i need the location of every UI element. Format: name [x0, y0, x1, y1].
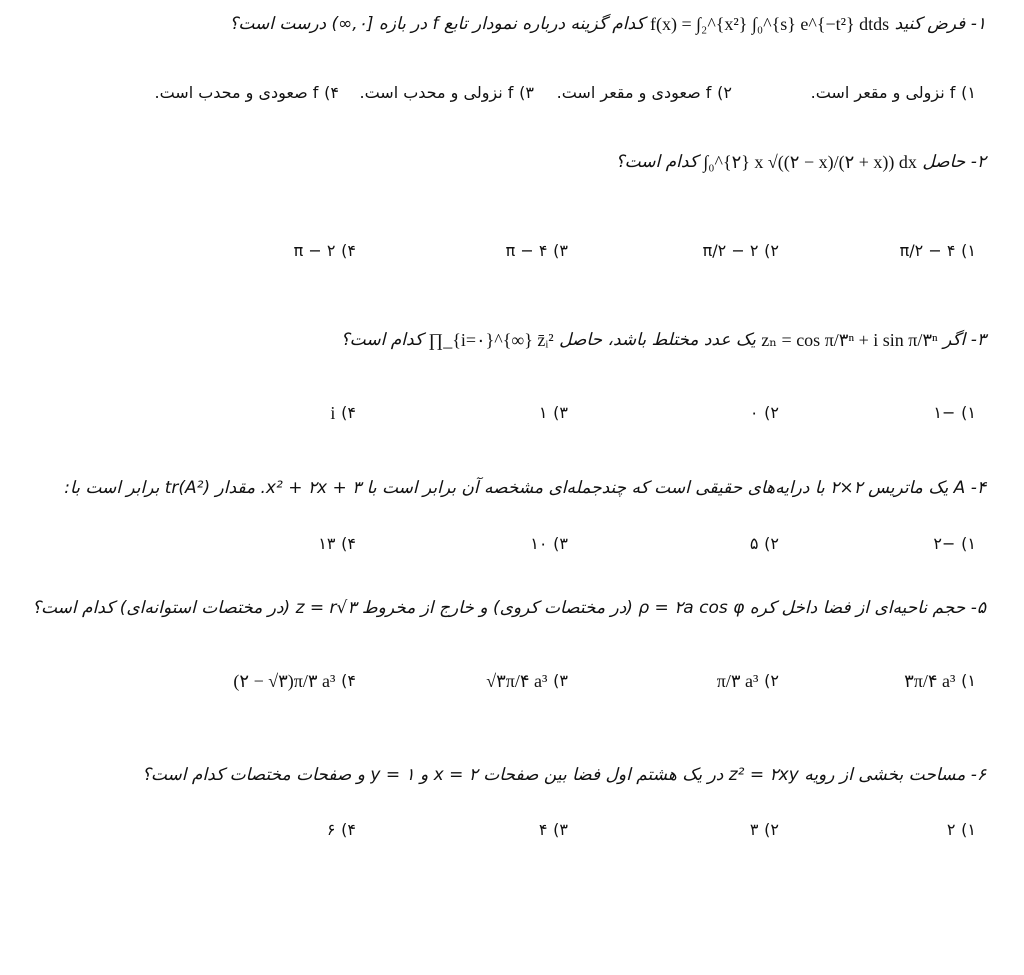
question-1	[229, 14, 986, 35]
question-4	[64, 478, 986, 498]
question-4-text: A یک ماتریس ۲×۲ با درایه‌های حقیقی است که چندجمله‌ای مشخصه آن برابر است با x² + ۲x + ۳. مقدار tr(A²) برابر است با:	[64, 478, 966, 498]
option-3-1[interactable]	[933, 402, 976, 423]
option-number: ۱)	[961, 241, 976, 260]
option-5-1[interactable]	[904, 670, 976, 692]
option-text: f نزولی و مقعر است.	[810, 83, 956, 102]
option-2-1[interactable]	[900, 240, 976, 261]
option-5-4[interactable]	[233, 670, 356, 692]
option-text: ۰	[749, 403, 759, 422]
question-1-text-after: کدام گزینه درباره نمودار تابع f در بازه [۰,∞) درست است؟	[229, 14, 645, 34]
option-6-3[interactable]	[539, 819, 568, 840]
option-4-4[interactable]	[318, 533, 356, 554]
option-text: f صعودی و محدب است.	[154, 83, 319, 102]
option-number: ۴)	[341, 403, 356, 422]
option-number: ۲)	[764, 820, 779, 839]
option-text: ۴ − π/۲	[899, 241, 956, 260]
question-6-number: ۶-	[970, 765, 986, 785]
option-number: ۳)	[553, 534, 568, 553]
option-3-2[interactable]	[750, 402, 779, 423]
option-number: ۴)	[341, 534, 356, 553]
option-2-4[interactable]	[294, 240, 356, 261]
option-text: i	[330, 402, 336, 423]
question-2	[616, 152, 986, 173]
option-number: ۲)	[764, 534, 779, 553]
option-3-4[interactable]	[330, 402, 356, 424]
option-text: ۴	[538, 820, 548, 839]
option-5-2[interactable]	[717, 670, 779, 692]
option-number: ۴)	[324, 83, 339, 102]
option-number: ۳)	[553, 241, 568, 260]
option-4-1[interactable]	[933, 533, 976, 554]
option-text: ۲ − π/۲	[702, 241, 759, 260]
option-number: ۲)	[764, 403, 779, 422]
option-text: ۳	[749, 820, 759, 839]
option-number: ۳)	[553, 820, 568, 839]
question-1-number: ۱-	[970, 14, 986, 34]
option-6-2[interactable]	[750, 819, 779, 840]
question-3-formula: zₙ = cos π/۳ⁿ + i sin π/۳ⁿ	[761, 330, 938, 350]
option-text: ۲	[946, 820, 956, 839]
option-number: ۲)	[764, 671, 779, 690]
question-1-formula: f(x) = ∫₂^{x²} ∫₀^{s} e^{−t²} dtds	[649, 14, 890, 34]
option-6-4[interactable]	[327, 819, 356, 840]
option-number: ۱)	[961, 671, 976, 690]
question-5-number: ۵-	[970, 598, 986, 618]
question-3-text-middle: یک عدد مختلط باشد، حاصل	[559, 330, 756, 350]
option-number: ۲)	[717, 83, 732, 102]
option-text: (۲ − √۳)π/۳ a³	[233, 670, 336, 691]
option-number: ۱)	[961, 83, 976, 102]
option-text: ۵	[749, 534, 759, 553]
question-3	[341, 330, 986, 351]
option-text: ۱۰	[530, 534, 548, 553]
question-6	[142, 765, 986, 785]
option-text: f صعودی و مقعر است.	[556, 83, 712, 102]
option-text: ۴ − π	[505, 241, 548, 260]
question-2-formula: ∫₀^{۲} x √((۲ − x)/(۲ + x)) dx	[703, 152, 917, 172]
option-2-3[interactable]	[506, 240, 568, 261]
question-2-text-after: کدام است؟	[615, 152, 698, 172]
option-text: ۱۳	[318, 534, 336, 553]
question-3-text-after: کدام است؟	[340, 330, 423, 350]
option-number: ۳)	[553, 403, 568, 422]
option-1-3[interactable]	[359, 82, 534, 103]
option-2-2[interactable]	[703, 240, 779, 261]
question-2-number: ۲-	[970, 152, 986, 172]
option-number: ۳)	[519, 83, 534, 102]
question-6-text: مساحت بخشی از رویه z² = ۲xy در یک هشتم اول فضا بین صفحات x = ۲ و y = ۱ و صفحات مختصات کدام است؟	[141, 765, 966, 785]
option-text: ۲ − π	[293, 241, 336, 260]
option-number: ۴)	[341, 671, 356, 690]
question-3-number: ۳-	[970, 330, 986, 350]
question-5-text: حجم ناحیه‌ای از فضا داخل کره ρ = ۲a cos φ (در مختصات کروی) و خارج از مخروط z = r√۳ (در مختصات استوانه‌ای) کدام است؟	[31, 598, 966, 618]
option-text: ۱	[538, 403, 548, 422]
question-5	[32, 598, 986, 618]
option-number: ۴)	[341, 820, 356, 839]
question-3-product: ∏_{i=۰}^{∞} z̄ᵢ²	[428, 330, 554, 350]
option-3-3[interactable]	[539, 402, 568, 423]
option-number: ۳)	[553, 671, 568, 690]
option-number: ۱)	[961, 403, 976, 422]
option-4-3[interactable]	[530, 533, 568, 554]
question-3-text-before: اگر	[943, 330, 966, 350]
question-1-text-before: فرض کنید	[894, 14, 966, 34]
option-text: f نزولی و محدب است.	[359, 83, 514, 102]
question-2-text-before: حاصل	[922, 152, 966, 172]
option-6-1[interactable]	[947, 819, 976, 840]
option-text: −۱	[933, 403, 956, 422]
option-number: ۴)	[341, 241, 356, 260]
option-1-4[interactable]	[154, 82, 339, 103]
option-text: −۲	[933, 534, 956, 553]
option-1-1[interactable]	[811, 82, 976, 103]
option-number: ۱)	[961, 534, 976, 553]
option-text: ۶	[326, 820, 336, 839]
option-number: ۲)	[764, 241, 779, 260]
option-text: π/۳ a³	[716, 670, 759, 691]
question-4-number: ۴-	[970, 478, 986, 498]
option-text: ۳π/۴ a³	[904, 670, 956, 691]
option-4-2[interactable]	[750, 533, 779, 554]
option-text: √۳π/۴ a³	[486, 670, 548, 691]
option-5-3[interactable]	[486, 670, 568, 692]
option-1-2[interactable]	[557, 82, 732, 103]
option-number: ۱)	[961, 820, 976, 839]
